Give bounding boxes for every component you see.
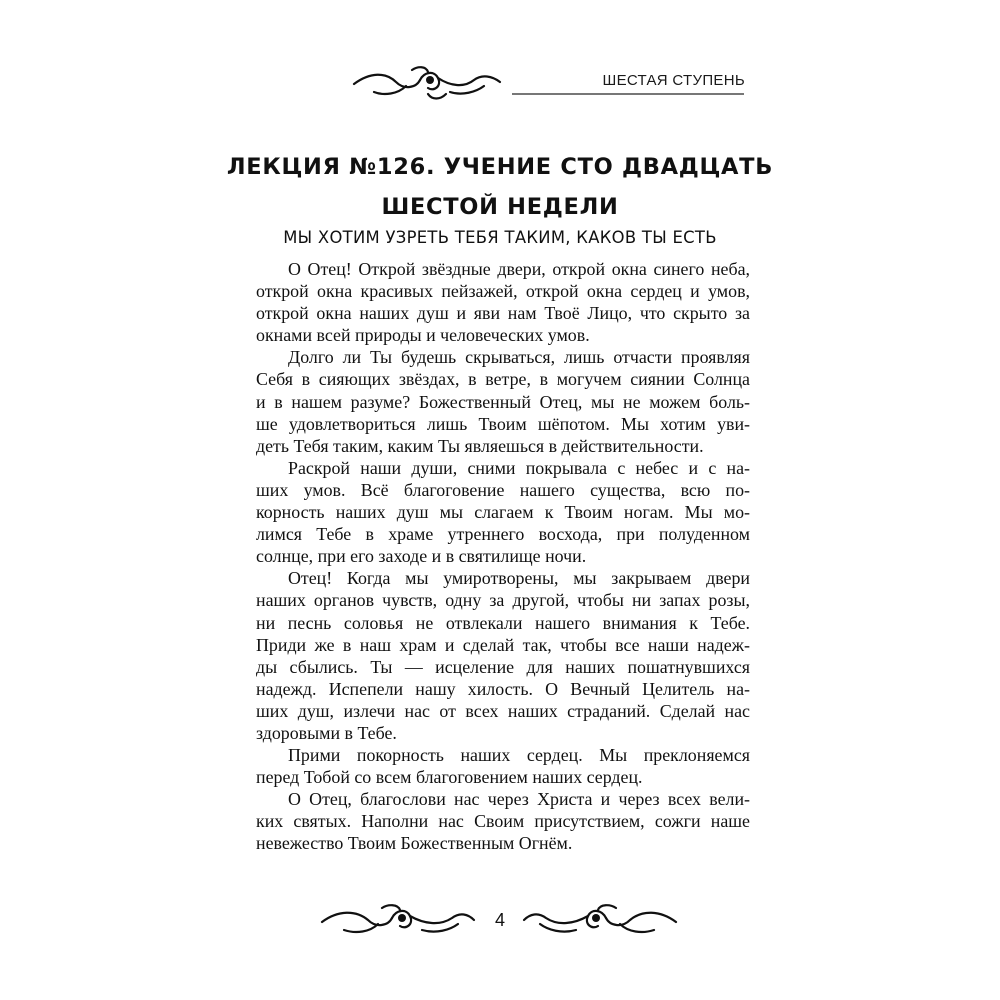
text-line: Приди же в наш храм и сделай так, чтобы все наши надеж-: [256, 634, 750, 655]
paragraph: [256, 457, 750, 567]
text-line: перед Тобой со всем благоговением наших сердец.: [256, 767, 643, 788]
text-line: Отец! Когда мы умиротворены, мы закрываем двери: [288, 568, 750, 589]
text-line: Прими покорность наших сердец. Мы преклоняемся: [288, 745, 750, 766]
text-line: невежество Твоим Божественным Огнём.: [256, 833, 573, 854]
lecture-title-line-1: ЛЕКЦИЯ №126. УЧЕНИЕ СТО ДВАДЦАТЬ: [226, 154, 774, 180]
text-line: наших органов чувств, одну за другой, чтобы ни запах розы,: [256, 590, 750, 611]
running-header: ШЕСТАЯ СТУПЕНЬ: [602, 72, 745, 89]
text-line: О Отец! Открой звёздные двери, открой окна синего неба,: [288, 259, 750, 279]
text-line: солнце, при его заходе и в святилище ночи.: [256, 546, 587, 567]
text-line: ни песнь соловья не отвлекали нашего внимания к Тебе.: [256, 612, 750, 633]
text-line: лимся Тебе в храме утреннего восхода, при полуденном: [256, 524, 750, 545]
text-line: надежд. Испепели нашу хилость. О Вечный Целитель на-: [256, 678, 750, 699]
page-number: 4: [494, 910, 505, 930]
lecture-title-line-2: ШЕСТОЙ НЕДЕЛИ: [381, 194, 619, 220]
lecture-title: [200, 147, 800, 227]
header-rule: [512, 93, 744, 95]
text-line: ды сбылись. Ты — исцеление для наших пошатнувшихся: [256, 656, 750, 677]
paragraph: [256, 788, 750, 854]
paragraph: [256, 258, 750, 346]
text-line: Раскрой наши души, сними покрывала с небес и с на-: [288, 457, 750, 478]
text-line: деть Тебя таким, каким Ты являешься в действительности.: [256, 435, 704, 456]
text-line: Себя в сияющих звёздах, в ветре, в могучем сиянии Солнца: [256, 369, 750, 390]
text-line: ших душ, излечи нас от всех наших страданий. Сделай нас: [256, 700, 750, 721]
text-line: О Отец, благослови нас через Христа и через всех вели-: [288, 789, 750, 810]
text-line: открой окна наших душ и яви нам Твоё Лицо, что скрыто за: [256, 303, 750, 324]
text-line: ших умов. Всё благоговение нашего существа, всю по-: [256, 479, 750, 500]
floral-flourish-icon: [520, 898, 680, 942]
floral-flourish-icon: [350, 62, 505, 104]
text-line: ше удовлетвориться лишь Твоим шёпотом. Мы хотим уви-: [256, 413, 750, 434]
paragraph: [256, 346, 750, 456]
body-text: [256, 258, 750, 855]
text-line: открой окна красивых пейзажей, открой окна сердец и умов,: [256, 281, 750, 302]
text-line: корность наших душ мы слагаем к Твоим ногам. Мы мо-: [256, 502, 750, 523]
paragraph: [256, 744, 750, 788]
text-line: окнами всей природы и человеческих умов.: [256, 325, 590, 346]
section-subtitle: МЫ ХОТИМ УЗРЕТЬ ТЕБЯ ТАКИМ, КАКОВ ТЫ ЕСТЬ: [283, 228, 717, 247]
floral-flourish-icon: [318, 898, 478, 942]
paragraph: [256, 567, 750, 744]
text-line: ких святых. Наполни нас Своим присутствием, сожги наше: [256, 811, 750, 832]
text-line: Долго ли Ты будешь скрываться, лишь отчасти проявляя: [288, 347, 750, 368]
text-line: здоровыми в Тебе.: [256, 722, 397, 743]
text-line: и в нашем разуме? Божественный Отец, мы не можем боль-: [256, 391, 750, 412]
